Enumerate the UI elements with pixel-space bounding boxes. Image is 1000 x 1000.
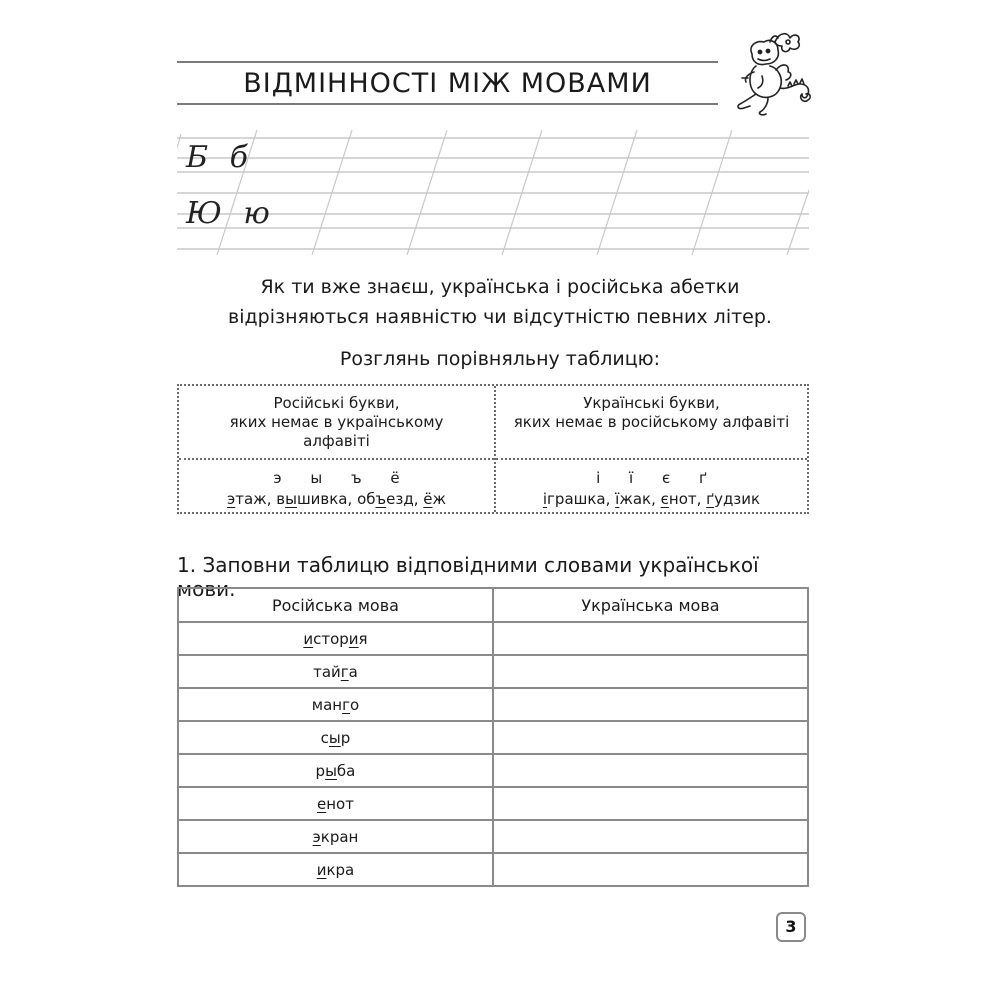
table-row [178,754,808,787]
letter: ї [629,469,634,487]
russian-word: экран [178,820,493,853]
table-row [178,688,808,721]
heading-line: яких немає в українському [229,413,444,431]
letter: ё [390,469,400,487]
table-row [178,721,808,754]
cursive-letters-yu [186,196,276,231]
comparison-heading-ukrainian [496,386,807,460]
comparison-column-ukrainian [496,386,807,512]
russian-word: икра [178,853,493,886]
comparison-column-russian [179,386,496,512]
cursive-lower-yu: ю [243,196,276,231]
example-word: этаж [227,490,267,508]
letter: э [273,469,282,487]
ukrainian-answer-cell[interactable] [493,622,808,655]
heading-line: яких немає в російському алфавіті [513,413,790,431]
cursive-upper-b: Б [186,140,215,175]
heading-line: Російські букви, [273,394,400,412]
russian-word: сыр [178,721,493,754]
column-header-ukrainian: Українська мова [493,588,808,622]
ukrainian-answer-cell[interactable] [493,853,808,886]
header-top-rule [177,61,718,63]
cursive-lower-b: б [229,140,254,175]
russian-word: рыба [178,754,493,787]
table-row [178,787,808,820]
russian-word: история [178,622,493,655]
letter: і [596,469,601,487]
letter: ы [310,469,323,487]
table-row [178,622,808,655]
letter: є [662,469,671,487]
column-header-russian: Російська мова [178,588,493,622]
ukrainian-answer-cell[interactable] [493,688,808,721]
example-word: іграшка [542,490,606,508]
ukrainian-letters [496,468,807,489]
russian-word: енот [178,787,493,820]
table-row [178,820,808,853]
comparison-body-russian [179,462,494,512]
russian-letters [179,468,494,489]
russian-examples: этаж, вышивка, объезд, ёж [227,490,446,508]
comparison-table [177,384,809,514]
ukrainian-answer-cell[interactable] [493,721,808,754]
handwriting-practice-grid [177,130,809,255]
page-title: ВІДМІННОСТІ МІЖ МОВАМИ [243,68,652,99]
russian-word: манго [178,688,493,721]
cursive-letters-b [186,140,254,175]
header-bottom-rule [177,103,718,105]
dragon-mascot-icon [718,28,818,118]
table-prompt: Розглянь порівняльну таблицю: [339,348,661,370]
table-row [178,655,808,688]
letter: ъ [351,469,362,487]
heading-line: Українські букви, [583,394,720,412]
russian-word: тайга [178,655,493,688]
example-word: ґудзик [706,490,761,508]
ukrainian-answer-cell[interactable] [493,820,808,853]
ukrainian-examples: іграшка, їжак, єнот, ґудзик [542,490,761,508]
cursive-upper-yu: Ю [186,196,228,231]
exercise-instruction: 1. Заповни таблицю відповідними словами української мови. [177,553,759,601]
ukrainian-answer-cell[interactable] [493,787,808,820]
ukrainian-answer-cell[interactable] [493,754,808,787]
comparison-body-ukrainian [496,462,807,512]
example-word: єнот [660,490,697,508]
example-word: объезд [357,490,414,508]
page-number: 3 [776,912,806,942]
intro-line-2: відрізняються наявністю чи відсутністю певних літер. [228,306,772,328]
table-header-row [178,588,808,622]
intro-line-1: Як ти вже знаєш, українська і російська абетки [260,276,740,298]
table-row [178,853,808,886]
ukrainian-answer-cell[interactable] [493,655,808,688]
example-word: вышивка [276,490,348,508]
heading-line: алфавіті [303,432,370,450]
example-word: їжак [615,490,652,508]
comparison-heading-russian [179,386,494,460]
intro-paragraph [170,272,830,332]
letter: ґ [699,469,707,487]
example-word: ёж [423,490,446,508]
exercise-table [177,587,809,887]
